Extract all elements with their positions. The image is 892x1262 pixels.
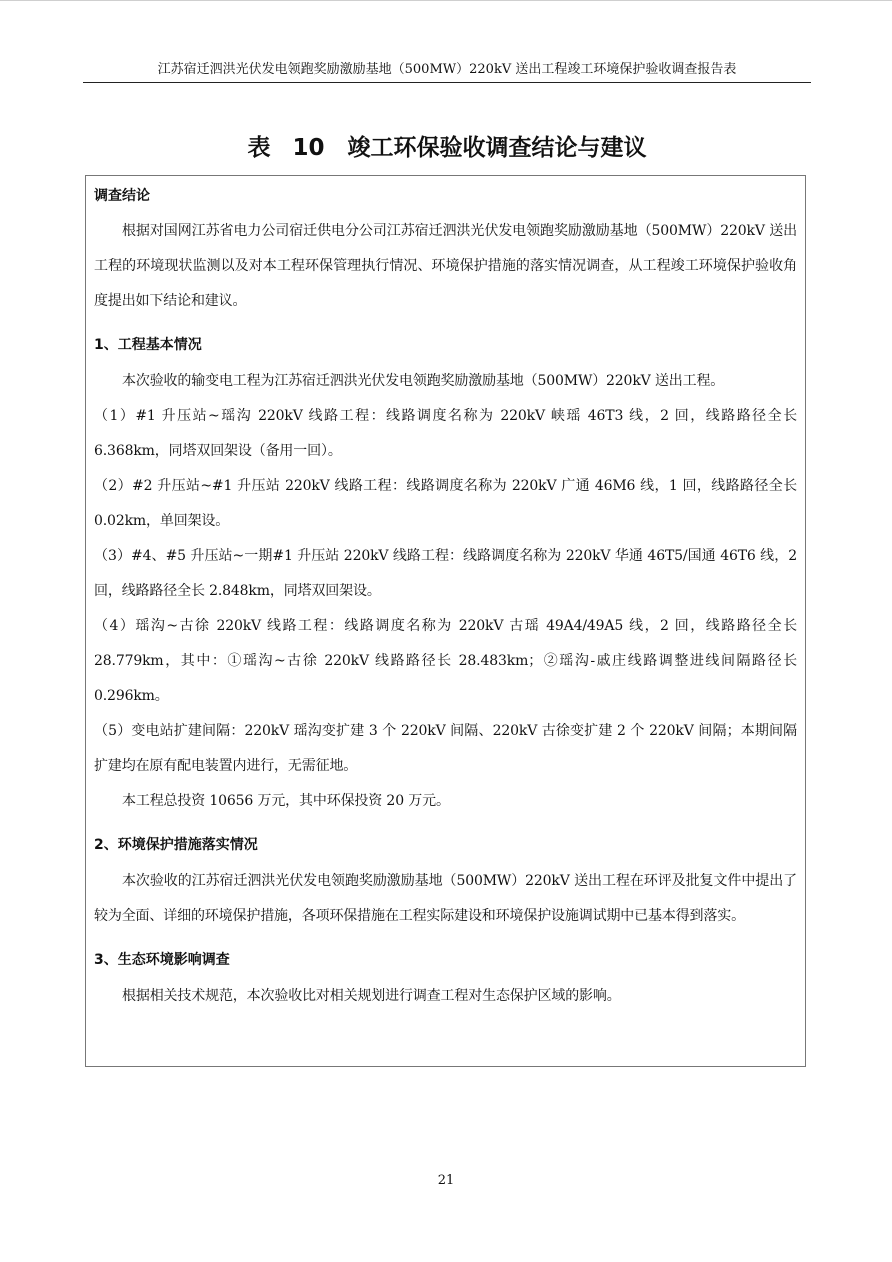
- conclusion-intro: 根据对国网江苏省电力公司宿迁供电分公司江苏宿迁泗洪光伏发电领跑奖励激励基地（500MW）220kV 送出工程的环境现状监测以及对本工程环保管理执行情况、环境保护措施的落实情况调查，从工程竣工环境保护验收角度提出如下结论和建议。: [94, 223, 797, 309]
- header-divider: [83, 82, 811, 83]
- page-number: 21: [437, 1173, 455, 1188]
- section-1-item-5: （5）变电站扩建间隔：220kV 瑶沟变扩建 3 个 220kV 间隔、220kV 古徐变扩建 2 个 220kV 间隔；本期间隔扩建均在原有配电装置内进行，无需征地。: [94, 723, 797, 774]
- section-3-paragraph: 根据相关技术规范，本次验收比对相关规划进行调查工程对生态保护区域的影响。: [122, 988, 621, 1004]
- section-2-heading: 2、环境保护措施落实情况: [94, 837, 258, 853]
- section-1-item-1: （1）#1 升压站~瑶沟 220kV 线路工程：线路调度名称为 220kV 峡瑶 46T3 线，2 回，线路路径全长 6.368km，同塔双回架设（备用一回）。: [94, 408, 797, 459]
- conclusion-heading: 调查结论: [94, 188, 150, 204]
- section-2-paragraph: 本次验收的江苏宿迁泗洪光伏发电领跑奖励激励基地（500MW）220kV 送出工程在环评及批复文件中提出了较为全面、详细的环境保护措施，各项环保措施在工程实际建设和环境保护设施调试期中已基本得到落实。: [94, 873, 797, 924]
- section-1-item-4: （4）瑶沟~古徐 220kV 线路工程：线路调度名称为 220kV 古瑶 49A4/49A5 线，2 回，线路路径全长 28.779km，其中：①瑶沟~古徐 220kV 线路路径长 28.483km；②瑶沟-戚庄线路调整进线间隔路径长 0.296km。: [94, 618, 797, 704]
- top-edge-line: [0, 0, 892, 1]
- section-1-investment: 本工程总投资 10656 万元，其中环保投资 20 万元。: [122, 793, 450, 809]
- section-3-heading: 3、生态环境影响调查: [94, 952, 230, 968]
- section-1-item-2: （2）#2 升压站~#1 升压站 220kV 线路工程：线路调度名称为 220kV 广通 46M6 线，1 回，线路路径全长 0.02km，单回架设。: [94, 478, 797, 529]
- section-1-item-3: （3）#4、#5 升压站~一期#1 升压站 220kV 线路工程：线路调度名称为 220kV 华通 46T5/国通 46T6 线，2 回，线路路径全长 2.848km，同塔双回架设。: [94, 548, 797, 599]
- section-1-heading: 1、工程基本情况: [94, 337, 202, 353]
- section-1-summary: 本次验收的输变电工程为江苏宿迁泗洪光伏发电领跑奖励激励基地（500MW）220kV 送出工程。: [122, 373, 725, 389]
- conclusion-table-cell: [85, 175, 806, 1067]
- page-title: 表 10 竣工环保验收调查结论与建议: [247, 135, 647, 161]
- running-header: 江苏宿迁泗洪光伏发电领跑奖励激励基地（500MW）220kV 送出工程竣工环境保护验收调查报告表: [157, 62, 737, 77]
